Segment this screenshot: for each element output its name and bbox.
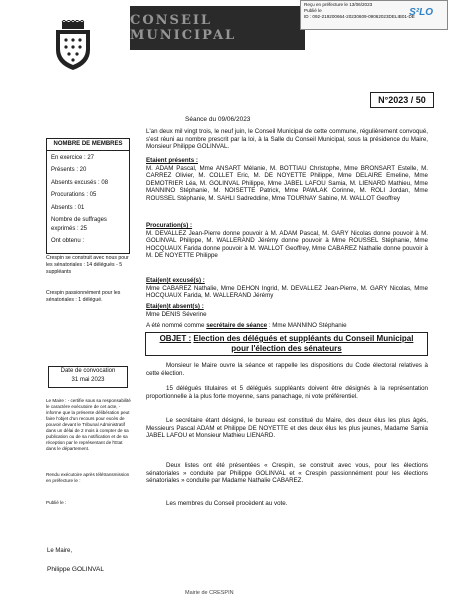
list-result-2: Crespin passionnément pour les sénatoriales : 1 délégué.	[46, 290, 121, 303]
executoire-label: Rendu exécutoire après télétransmission en préfecture le :	[46, 472, 130, 483]
members-line: Nombre de suffrages exprimés : 25	[51, 217, 107, 232]
mayor-signature-name: Philippe GOLINVAL	[47, 566, 104, 573]
body-paragraph: Monsieur le Maire ouvre la séance et rappelle les dispositions du Code électoral relatives à cette élection.	[146, 362, 428, 377]
convocation-label: Date de convocation	[60, 368, 116, 374]
procurations-label: Procuration(s) :	[146, 222, 193, 229]
seance-date: Séance du 09/06/2023	[185, 116, 251, 123]
secretary-name: : Mme MANNINO Stéphanie	[268, 322, 347, 329]
presents-section	[146, 157, 428, 203]
objet-box	[145, 332, 428, 356]
stamp-line: Reçu en préfecture le 13/06/2023	[304, 2, 373, 7]
body-paragraph: 15 délégués titulaires et 5 délégués suppléants doivent être désignés à la représentation proportionnelle à la plus forte moyenne, sans panachage, ni vote préférentiel.	[146, 385, 428, 400]
members-box	[46, 138, 130, 254]
members-line: Absents : 01	[51, 204, 85, 211]
body-paragraph: Les membres du Conseil procèdent au vote.	[166, 500, 288, 507]
members-line: Procurations : 05	[51, 192, 97, 198]
absents-list: Mme DENIS Séverine	[146, 310, 207, 318]
list-result-1: Crespin se construit avec nous pour les sénatoriales : 14 délégués - 5 suppléants	[46, 255, 129, 275]
stamp-line: Publié le	[304, 8, 322, 13]
excuses-section	[146, 277, 428, 300]
header-banner: CONSEIL MUNICIPAL	[130, 6, 305, 50]
absents-section	[146, 303, 428, 318]
coat-of-arms-logo	[50, 20, 96, 72]
body-paragraph: Le secrétaire étant désigné, le bureau est constitué du Maire, des deux élus les plus âgés, Messieurs Pascal ADAM et Philippe DE NOYETTE et des deux élus les plus jeunes, Madame Samia JABEL LAFOU et Monsieur Mathieu LIENARD.	[146, 417, 428, 440]
objet-prefix: OBJET :	[159, 334, 192, 343]
procurations-section	[146, 222, 428, 260]
convocation-box	[48, 366, 128, 388]
absents-label: Etai(en)t absent(s) :	[146, 303, 204, 310]
members-line: Absents excusés : 08	[51, 179, 109, 186]
convocation-date: 31 mai 2023	[71, 377, 105, 383]
secretary-line	[146, 322, 428, 330]
deliberation-number: N°2023 / 50	[370, 92, 434, 108]
body-paragraph: Deux listes ont été présentées « Crespin, se construit avec vous, pour les élections sénatoriales » conduite par Philippe GOLINVAL et « Crespin passionnément pour les élections sénatoriales » conduite par Madame Nathalie CABAREZ.	[146, 462, 428, 485]
excuses-list: Mme CABAREZ Nathalie, Mme DEHON Ingrid, M. DEVALLEZ Jean-Pierre, M. GARY Nicolas, Mme HOCQUAUX Farida, M. WALLERAND Jérémy	[146, 284, 428, 300]
legal-notice: Le Maire : - certifie sous sa responsabilité le caractère exécutoire de cet acte, - informe que la présente délibération peut faire l'objet d'un recours pour excès de pouvoir devant le Tribunal Administratif dans un délai de 2 mois à compter de sa publication ou de sa notification et de sa réception par le représentant de l'Etat dans le département.	[46, 398, 131, 451]
presents-list: M. ADAM Pascal, Mme ANSART Mélanie, M. BOTTIAU Christophe, Mme BRONSART Estelle, M. CARREZ Olivier, M. COLLET Eric, M. DE NOYETTE Philippe, Mme DELAIRE Emeline, Mme DEMOTRIER Léa, M. GOLINVAL Philippe, Mme JABEL LAFOU Samia, M. LIENARD Mathieu, Mme MANNINO Stéphanie, M. NOISETTE Patrick, Mme PAWLAK Corinne, M. ROLI Jordan, Mme ROUSSEL Stéphanie, M. SAHLI Sadreddine, Mme TOURNAY Sabine, M. WALLOT Geoffrey	[146, 164, 428, 202]
intro-paragraph: L'an deux mil vingt trois, le neuf juin, le Conseil Municipal de cette commune, régulièrement convoqué, s'est réuni au nombre prescrit par la loi, à la Salle du Conseil Municipal, sous la présidence du Maire, Monsieur Philippe GOLINVAL.	[146, 128, 428, 151]
members-line: En exercice : 27	[51, 154, 95, 161]
procurations-list: M. DEVALLEZ Jean-Pierre donne pouvoir à M. ADAM Pascal, M. GARY Nicolas donne pouvoir à M. GOLINVAL Philippe, M. WALLERAND Jérémy donne pouvoir à Mme ROUSSEL Stéphanie, Mme HOCQUAUX Farida donne pouvoir à M. WALLOT Geoffrey, Mme CABAREZ Nathalie donne pouvoir à M. DE NOYETTE Philippe	[146, 229, 428, 260]
secretary-label: secrétaire de séance	[206, 322, 268, 329]
stamp-line: ID : 092-219200664-20230609-09062023DELIB01-DE	[304, 14, 415, 19]
members-line: Ont obtenu :	[51, 238, 85, 244]
s2lo-logo: S²LO	[409, 7, 433, 18]
objet-title: Election des délégués et suppléants du Conseil Municipal pour l'élection des sénateurs	[193, 334, 414, 353]
secretary-prefix: A été nommé comme	[146, 322, 205, 329]
footer-text: Mairie de CRESPIN	[185, 590, 234, 596]
excuses-label: Etai(en)t excusé(s) :	[146, 277, 205, 284]
members-line: Présents : 20	[51, 167, 87, 173]
mayor-title: Le Maire,	[47, 548, 73, 554]
publie-label: Publié le :	[46, 500, 67, 505]
prefecture-stamp	[300, 0, 448, 30]
presents-label: Etaient présents :	[146, 157, 198, 164]
members-title: NOMBRE DE MEMBRES	[47, 139, 129, 151]
